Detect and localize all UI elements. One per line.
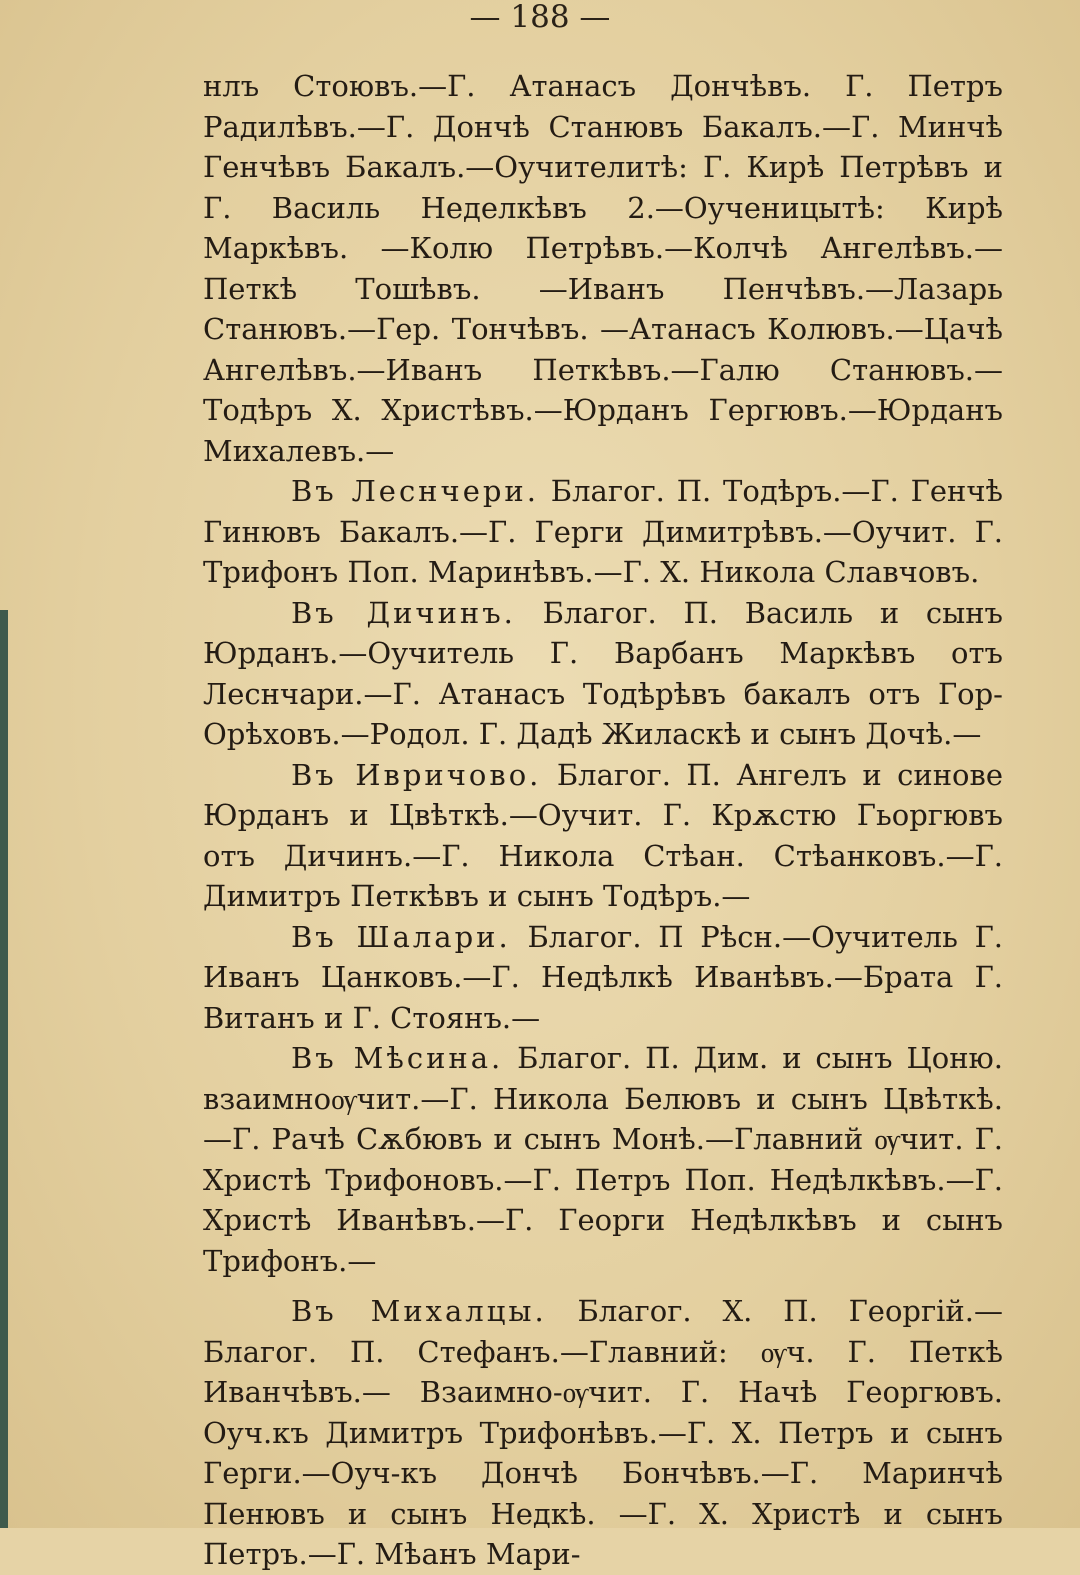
place-name: Въ Ивричово. — [291, 757, 542, 792]
place-name: Въ Шалари. — [291, 919, 511, 954]
paragraph-text: Благог. П. Тодѣръ.—Г. Генчѣ Гинювъ Бакалъ.—Г. Герги Димитрѣвъ.—Оучит. Г. Трифонъ Поп. Маринѣвъ.—Г. Х. Никола Славчовъ. — [203, 474, 1004, 589]
paragraph-7 — [203, 1291, 1003, 1575]
paragraph-3 — [203, 593, 1003, 755]
paragraph-text: нлъ Стоювъ.—Г. Атанасъ Дончѣвъ. Г. Петръ Радилѣвъ.—Г. Дончѣ Станювъ Бакалъ.—Г. Минчѣ Генчѣвъ Бакалъ.—Оучителитѣ: Г. Кирѣ Петрѣвъ и Г. Василь Неделкѣвъ 2.—Оученицытѣ: Кирѣ Маркѣвъ. —Колю Петрѣвъ.—Колчѣ Ангелѣвъ.—Петкѣ Тошѣвъ. —Иванъ Пенчѣвъ.—Лазарь Станювъ.—Гер. Тончѣвъ. —Атанасъ Колювъ.—Цачѣ Ангелѣвъ.—Иванъ Петкѣвъ.—Галю Станювъ.—Тодѣръ Х. Христѣвъ.—Юрданъ Гергювъ.—Юрданъ Михалевъ.— — [203, 69, 1003, 468]
paragraph-1 — [203, 66, 1003, 471]
paragraph-text: Благог. Х. П. Георгій.—Благог. П. Стефанъ.—Главний: ѹч. Г. Петкѣ Иванчѣвъ.— Взаимно-ѹчит. Г. Начѣ Георгювъ. Оуч.къ Димитръ Трифонѣвъ.—Г. Х. Петръ и сынъ Герги.—Оуч-къ Дончѣ Бончѣвъ.—Г. Маринчѣ Пенювъ и сынъ Недкѣ. —Г. Х. Христѣ и сынъ Петръ.—Г. Мѣанъ Мари- — [203, 1294, 1003, 1571]
body-text — [203, 66, 1003, 1575]
place-name: Въ Михалцы. — [291, 1294, 547, 1328]
page-edge-shadow — [0, 610, 8, 1528]
paragraph-5 — [203, 917, 1003, 1039]
paragraph-text: Благог. П. Дим. и сынъ Цоню. взаимноѹчит.—Г. Никола Белювъ и сынъ Цвѣткѣ. —Г. Рачѣ Сѫбювъ и сынъ Монѣ.—Главний ѹчит. Г. Христѣ Трифоновъ.—Г. Петръ Поп. Недѣлкѣвъ.—Г. Христѣ Иванѣвъ.—Г. Георги Недѣлкѣвъ и сынъ Трифонъ.— — [203, 1041, 1003, 1278]
paragraph-text: Благог. П. Ангелъ и синове Юрданъ и Цвѣткѣ.—Оучит. Г. Крѫстю Гьоргювъ отъ Дичинъ.—Г. Никола Стѣан. Стѣанковъ.—Г. Димитръ Петкѣвъ и сынъ Тодѣръ.— — [203, 757, 1003, 913]
paragraph-4 — [203, 755, 1003, 917]
paragraph-6 — [203, 1038, 1003, 1281]
place-name: Въ Мѣсина. — [291, 1041, 504, 1075]
place-name: Въ Дичинъ. — [291, 595, 516, 630]
paragraph-text: Благог. П. Василь и сынъ Юрданъ.—Оучитель Г. Варбанъ Маркѣвъ отъ Леснчари.—Г. Атанасъ Тодѣрѣвъ бакалъ отъ Гор-Орѣховъ.—Родол. Г. Дадѣ Жиласкѣ и сынъ Дочѣ.— — [203, 595, 1003, 751]
paragraph-2 — [203, 471, 1003, 593]
place-name: Въ Леснчери. — [291, 474, 539, 508]
paragraph-text: Благог. П Рѣсн.—Оучитель Г. Иванъ Цанковъ.—Г. Недѣлкѣ Иванѣвъ.—Брата Г. Витанъ и Г. Стоянъ.— — [203, 919, 1004, 1035]
page-number: — 188 — — [469, 0, 611, 35]
